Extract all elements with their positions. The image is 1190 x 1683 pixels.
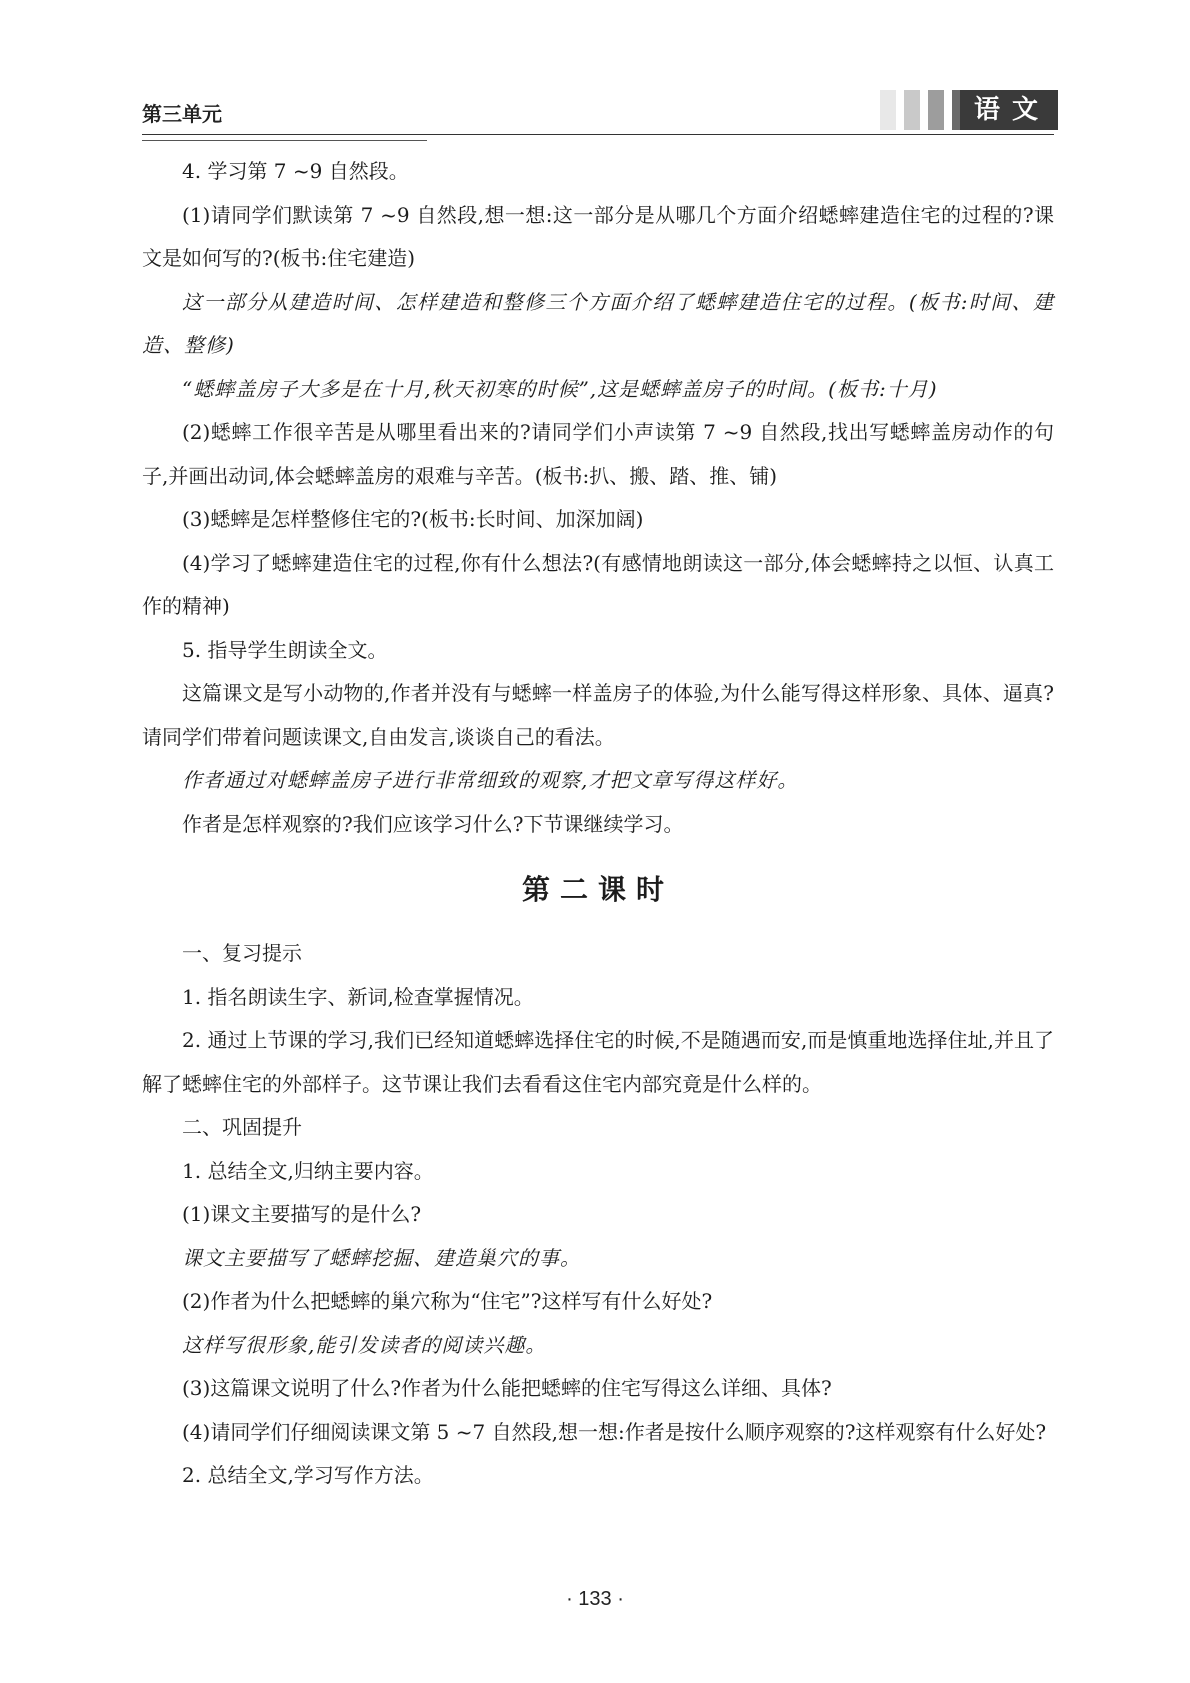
section-title: 第二课时 bbox=[521, 873, 674, 906]
page-body bbox=[142, 150, 1054, 1498]
heading-review: 一、复习提示 bbox=[182, 941, 302, 965]
paragraph: (3)这篇课文说明了什么?作者为什么能把蟋蟀的住宅写得这么详细、具体? bbox=[182, 1376, 832, 1400]
heading-consolidate: 二、巩固提升 bbox=[182, 1115, 302, 1139]
consolidate-section bbox=[142, 1150, 1054, 1498]
paragraph: 1. 总结全文,归纳主要内容。 bbox=[182, 1158, 434, 1183]
paragraph: 4. 学习第 7 ~9 自然段。 bbox=[182, 159, 409, 183]
paragraph: (2)蟋蟀工作很辛苦是从哪里看出来的?请同学们小声读第 7 ~9 自然段,找出写蟋蟀盖房动作的句子,并画出动词,体会蟋蟀盖房的艰难与辛苦。(板书:扒、搬、踏、推、铺) bbox=[142, 420, 1054, 488]
paragraph: 2. 总结全文,学习写作方法。 bbox=[182, 1463, 434, 1487]
paragraph: 这篇课文是写小动物的,作者并没有与蟋蟀一样盖房子的体验,为什么能写得这样形象、具体、逼真?请同学们带着问题读课文,自由发言,谈谈自己的看法。 bbox=[142, 681, 1054, 749]
paragraph: (4)请同学们仔细阅读课文第 5 ~7 自然段,想一想:作者是按什么顺序观察的?这样观察有什么好处? bbox=[182, 1419, 1047, 1444]
paragraph: (2)作者为什么把蟋蟀的巢穴称为“住宅”?这样写有什么好处? bbox=[182, 1289, 713, 1313]
decor-bar bbox=[880, 90, 896, 130]
page-number: · 133 · bbox=[566, 1588, 624, 1610]
paragraph: 2. 通过上节课的学习,我们已经知道蟋蟀选择住宅的时候,不是随遇而安,而是慎重地选择住址,并且了解了蟋蟀住宅的外部样子。这节课让我们去看看这住宅内部究竟是什么样的。 bbox=[142, 1028, 1054, 1096]
paragraph: 1. 指名朗读生字、新词,检查掌握情况。 bbox=[182, 984, 534, 1009]
paragraph: (1)课文主要描写的是什么? bbox=[182, 1202, 422, 1226]
unit-title: 第三单元 bbox=[142, 102, 222, 126]
paragraph: 5. 指导学生朗读全文。 bbox=[182, 637, 388, 662]
subject-badge: 语文 bbox=[960, 90, 1058, 130]
answer-paragraph: 这一部分从建造时间、怎样建造和整修三个方面介绍了蟋蟀建造住宅的过程。(板书:时间、建造、整修) bbox=[142, 289, 1054, 357]
answer-paragraph: “蟋蟀盖房子大多是在十月,秋天初寒的时候”,这是蟋蟀盖房子的时间。(板书:十月) bbox=[182, 376, 938, 401]
answer-paragraph: 这样写很形象,能引发读者的阅读兴趣。 bbox=[182, 1332, 547, 1357]
paragraph: (4)学习了蟋蟀建造住宅的过程,你有什么想法?(有感情地朗读这一部分,体会蟋蟀持之以恒、认真工作的精神) bbox=[142, 550, 1054, 618]
answer-paragraph: 课文主要描写了蟋蟀挖掘、建造巢穴的事。 bbox=[182, 1245, 581, 1270]
paragraph: 作者是怎样观察的?我们应该学习什么?下节课继续学习。 bbox=[182, 811, 684, 836]
header-rule bbox=[142, 134, 1054, 135]
answer-paragraph: 作者通过对蟋蟀盖房子进行非常细致的观察,才把文章写得这样好。 bbox=[182, 768, 799, 792]
header-subrule bbox=[142, 140, 427, 141]
paragraph: (3)蟋蟀是怎样整修住宅的?(板书:长时间、加深加阔) bbox=[182, 507, 644, 531]
page-header bbox=[142, 86, 1054, 138]
review-section bbox=[142, 976, 1054, 1107]
lesson-part-1 bbox=[142, 150, 1054, 846]
decor-bar bbox=[904, 90, 920, 130]
decor-bar bbox=[928, 90, 944, 130]
paragraph: (1)请同学们默读第 7 ~9 自然段,想一想:这一部分是从哪几个方面介绍蟋蟀建造住宅的过程的?课文是如何写的?(板书:住宅建造) bbox=[142, 202, 1054, 270]
